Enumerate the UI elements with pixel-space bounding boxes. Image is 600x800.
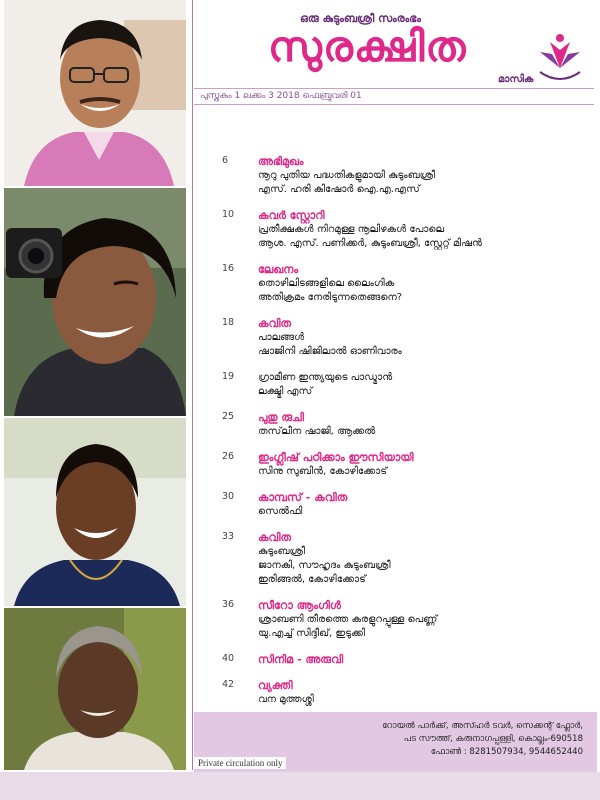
page-number: 36: [222, 599, 235, 610]
page-number: 30: [222, 491, 235, 502]
article-line: പ്രതീക്ഷകൾ നിറമുള്ള നൂലിഴകൾ പോലെ: [258, 224, 445, 235]
article-line: ആശ. എസ്. പണിക്കർ, കുടുംബശ്രീ, സ്റ്റേറ്റ് മിഷൻ: [258, 238, 482, 249]
section-title: വ്യക്തി: [258, 679, 293, 692]
header-tagline: ഒരു കുടുംബശ്രീ സംരംഭം: [300, 12, 421, 25]
article-line: ഗ്രാമീണ ഇന്ത്യയുടെ പാഡ്മാൻ: [258, 372, 393, 383]
toc-entry: [196, 263, 596, 305]
section-title: കവിത: [258, 531, 292, 544]
page-number: 18: [222, 317, 235, 328]
section-title: സീറോ ആംഗിൾ: [258, 599, 341, 612]
divider-line: [192, 0, 193, 770]
magazine-title: സുരക്ഷിത: [268, 22, 467, 71]
section-title: കവർ സ്റ്റോറി: [258, 209, 325, 222]
section-title: ഇംഗ്ലീഷ് പഠിക്കാം ഈസിയായി: [258, 451, 414, 464]
magazine-subtitle: മാസിക: [498, 74, 534, 85]
article-line: ശ്രാബണി തീരത്തെ കരളുറപ്പുള്ള പെണ്ണ്: [258, 614, 438, 625]
toc-entry: [196, 451, 596, 479]
address-line: പട സൗത്ത്, കരുനാഗപ്പള്ളി, കൊല്ലം-690518: [403, 734, 583, 744]
page-number: 42: [222, 679, 235, 690]
phone-line: ഫോൺ : 8281507934, 9544652440: [430, 747, 583, 757]
photo-smiling-athlete: [4, 418, 186, 606]
article-line: അതിക്രമം നേരിടുന്നതെങ്ങനെ?: [258, 292, 403, 303]
article-line: സെൽഫി: [258, 506, 303, 517]
toc-entry: [196, 209, 596, 251]
page-number: 25: [222, 411, 235, 422]
toc-entry: [196, 599, 596, 641]
article-line: സിനു സുബിൻ, കോഴിക്കോട്: [258, 466, 388, 477]
header-rule-top: [194, 88, 594, 89]
article-line: തസ്‌ലീന ഷാജി, ആക്കൽ: [258, 426, 376, 437]
bottom-margin: [0, 772, 600, 800]
photo-elderly-woman: [4, 608, 186, 770]
header-rule-bottom: [194, 104, 594, 105]
photo-man-glasses: [4, 0, 186, 186]
toc-entry: [196, 653, 596, 667]
article-line: ഇരിങ്ങൽ, കോഴിക്കോട്: [258, 574, 366, 585]
article-line: വന മുത്തശ്ശി: [258, 694, 314, 705]
article-line: നൂറു പുതിയ പദ്ധതികളുമായി കുടുംബശ്രീ: [258, 170, 436, 181]
section-title: അഭിമുഖം: [258, 155, 304, 168]
page-number: 6: [222, 155, 229, 166]
toc-entry: [196, 155, 596, 197]
page-number: 16: [222, 263, 235, 274]
section-title: ലേഖനം: [258, 263, 299, 276]
address-line: റോയൽ പാർക്ക്, അസ്ഹർ ടവർ, സെക്കന്റ് ഫ്ലോർ,: [382, 721, 583, 731]
photo-woman-camera: [4, 188, 186, 416]
table-of-contents: [196, 155, 596, 719]
toc-entry: [196, 317, 596, 359]
page-number: 26: [222, 451, 235, 462]
section-title: പുതു രുചി: [258, 411, 305, 424]
page-number: 19: [222, 371, 235, 382]
private-circulation-note: Private circulation only: [194, 757, 286, 769]
article-line: പാലങ്ങൾ: [258, 332, 305, 343]
section-title: സിനിമ - അരുവി: [258, 653, 344, 666]
toc-entry: [196, 679, 596, 707]
page-number: 10: [222, 209, 235, 220]
publisher-address: [382, 720, 583, 759]
article-line: ജാനകി, സൗഹൃദം കുടുംബശ്രീ: [258, 560, 391, 571]
article-line: തൊഴിലിടങ്ങളിലെ ലൈംഗിക: [258, 278, 395, 289]
issue-info: പുസ്തകം 1 ലക്കം 3 2018 ഫെബ്രുവരി 01: [200, 91, 362, 101]
article-line: ലക്ഷ്മി എസ്: [258, 386, 313, 397]
page-number: 40: [222, 653, 235, 664]
article-line: എസ്. ഹരി കിഷോർ ഐ.എ.എസ്: [258, 184, 420, 195]
article-line: കുടുംബശ്രീ: [258, 546, 306, 557]
article-line: ഷാജിനി ഷിജിലാൽ ഓണിവാരം: [258, 346, 402, 357]
section-title: കവിത: [258, 317, 292, 330]
kudumbashree-logo-icon: [532, 28, 588, 86]
article-line: യു.എച്ച് സിദ്ദീഖ്, ഇടുക്കി: [258, 628, 366, 639]
photo-column: [0, 0, 188, 770]
section-title: കാമ്പസ് - കവിത: [258, 491, 348, 504]
toc-entry: [196, 371, 596, 399]
toc-entry: [196, 491, 596, 519]
toc-entry: [196, 531, 596, 587]
toc-entry: [196, 411, 596, 439]
page-number: 33: [222, 531, 235, 542]
